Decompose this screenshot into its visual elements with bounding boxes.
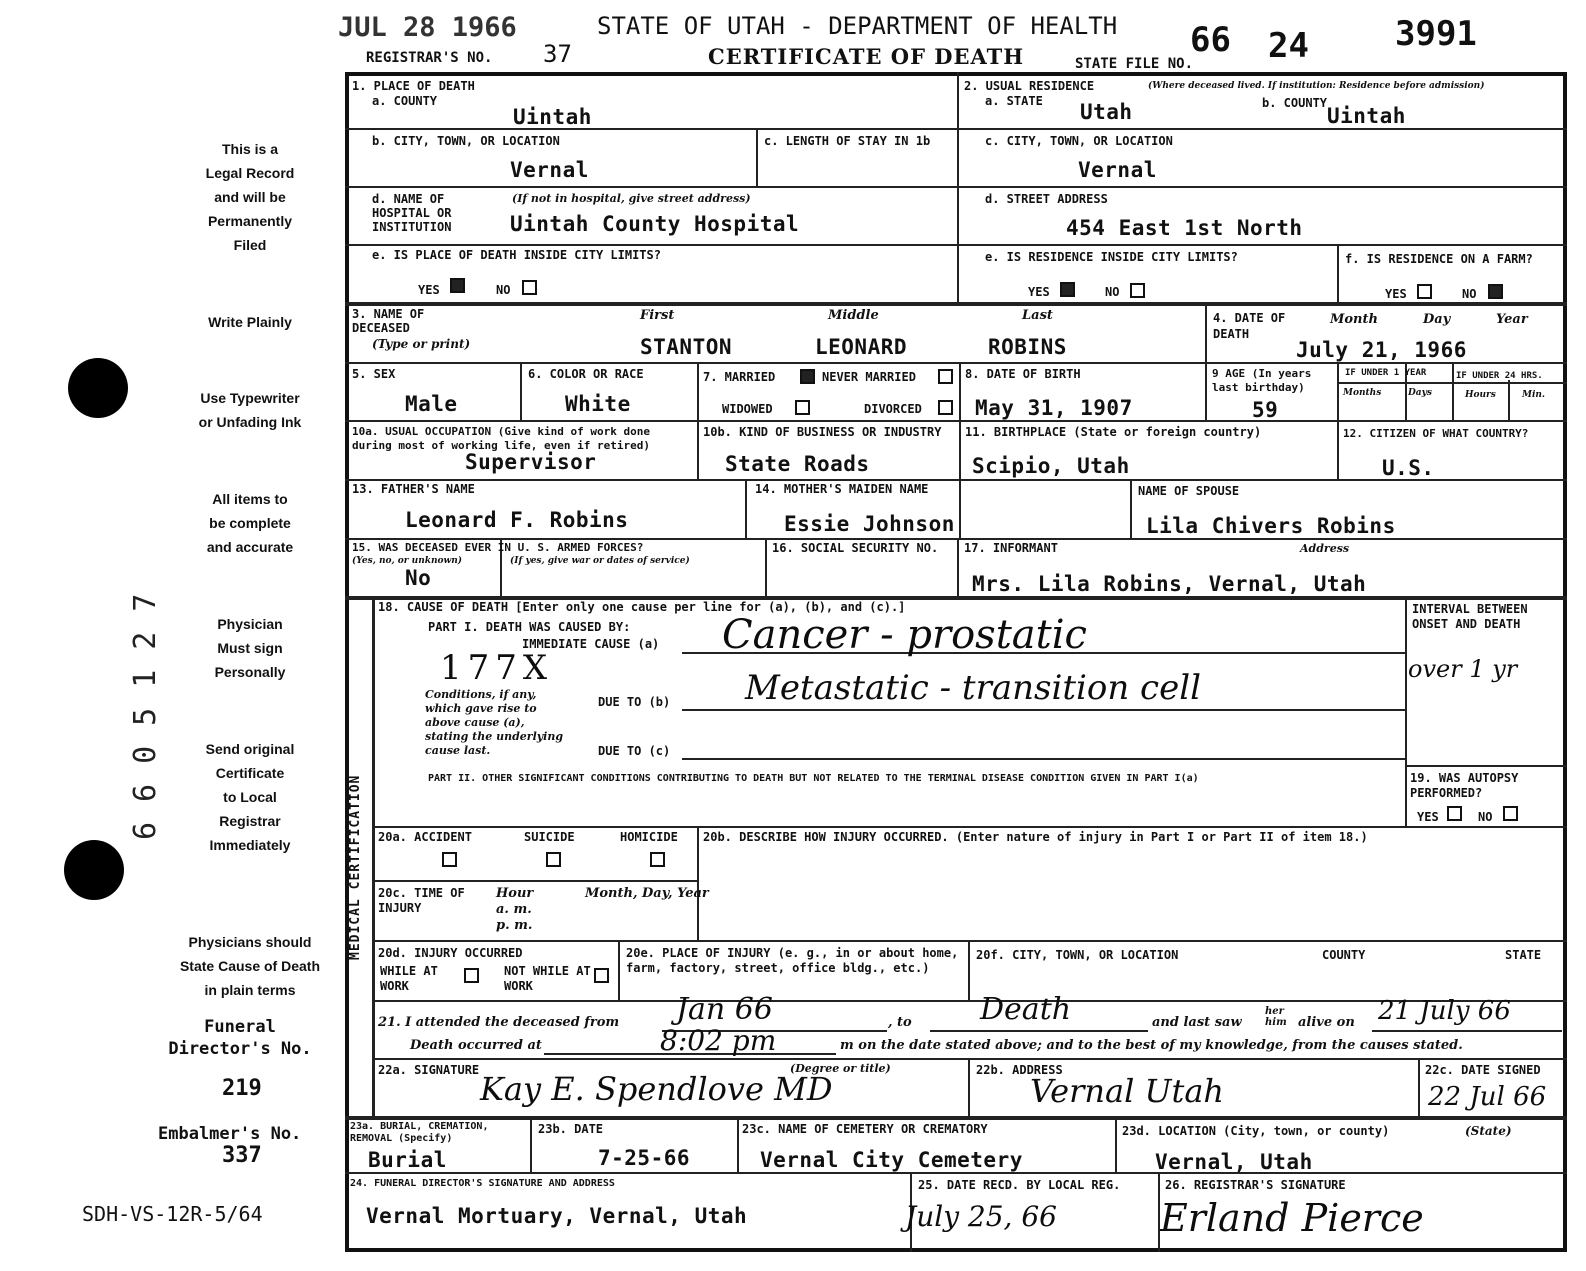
residence-inside-city-yes-label: YES — [1028, 285, 1050, 299]
accident-label: 20a. ACCIDENT — [378, 830, 472, 844]
armed-forces-label: 15. WAS DECEASED EVER IN U. S. ARMED FORCES? — [352, 541, 644, 554]
race-value: White — [565, 392, 631, 416]
pm-label: p. m. — [496, 918, 533, 933]
length-of-stay-label: c. LENGTH OF STAY IN 1b — [764, 134, 931, 148]
armed-forces-note: (Yes, no, or unknown) — [352, 556, 463, 566]
signature-label: 22a. SIGNATURE — [378, 1063, 480, 1077]
last-name-label: Last — [1022, 308, 1053, 323]
under-one-year-label: IF UNDER 1 YEAR — [1345, 368, 1427, 378]
father-name-value: Leonard F. Robins — [405, 508, 629, 532]
ssn-label: 16. SOCIAL SECURITY NO. — [772, 541, 939, 555]
cause-plain-terms-note: Physicians should State Cause of Death in plain terms — [179, 934, 321, 998]
not-while-at-work-label: NOT WHILE AT WORK — [504, 964, 591, 993]
attended-label: 21. I attended the deceased from — [378, 1015, 620, 1030]
age-value: 59 — [1252, 398, 1279, 422]
hour-label: Hour — [496, 886, 534, 901]
suicide-label: SUICIDE — [524, 830, 575, 844]
form-code: SDH-VS-12R-5/64 — [82, 1202, 263, 1226]
death-inside-city-no-checkbox[interactable] — [522, 280, 537, 295]
injury-description-label: 20b. DESCRIBE HOW INJURY OCCURRED. (Enter nature of injury in Part I or Part II of item 18.) — [703, 830, 1368, 844]
date-signed-label: 22c. DATE SIGNED — [1425, 1063, 1541, 1077]
residence-city-label: c. CITY, TOWN, OR LOCATION — [985, 134, 1173, 148]
spouse-name-value: Lila Chivers Robins — [1146, 514, 1396, 538]
occupation-label: 10a. USUAL OCCUPATION (Give kind of work done during most of working life, even if retired) — [352, 425, 651, 452]
usual-residence-note: (Where deceased lived. If institution: Residence before admission) — [1148, 81, 1485, 91]
injury-occurred-label: 20d. INJURY OCCURRED — [378, 946, 523, 960]
burial-date-value: 7-25-66 — [598, 1146, 691, 1170]
citizen-value: U.S. — [1382, 456, 1435, 480]
date-of-birth-label: 8. DATE OF BIRTH — [965, 367, 1081, 381]
widowed-checkbox[interactable] — [795, 400, 810, 415]
death-inside-city-yes-checkbox[interactable] — [450, 278, 465, 293]
divorced-label: DIVORCED — [864, 402, 922, 416]
embalmer-label: Embalmer's No. — [158, 1124, 302, 1144]
immediate-cause-label: IMMEDIATE CAUSE (a) — [522, 637, 660, 651]
residence-farm-no-checkbox[interactable] — [1488, 284, 1503, 299]
informant-label: 17. INFORMANT — [964, 541, 1058, 555]
spouse-name-label: NAME OF SPOUSE — [1138, 484, 1240, 498]
place-of-injury-label: 20e. PLACE OF INJURY (e. g., in or about home, farm, factory, street, office bldg., etc.) — [626, 946, 959, 975]
never-married-label: NEVER MARRIED — [822, 370, 916, 384]
father-name-label: 13. FATHER'S NAME — [352, 482, 475, 496]
cause-code-value: 177X — [440, 648, 554, 688]
date-stamp: JUL 28 1966 — [338, 12, 517, 43]
last-saw-label: and last saw — [1152, 1015, 1242, 1030]
place-of-death-label: 1. PLACE OF DEATH — [352, 79, 475, 93]
write-plainly-note: Write Plainly — [208, 314, 292, 330]
due-to-b-label: DUE TO (b) — [598, 695, 671, 709]
send-original-note: Send original Certificate to Local Registrar Immediately — [205, 741, 295, 853]
minutes-label: Min. — [1522, 390, 1546, 400]
widowed-label: WIDOWED — [722, 402, 773, 416]
complete-accurate-note: All items to be complete and accurate — [206, 491, 294, 555]
residence-inside-city-no-checkbox[interactable] — [1130, 283, 1145, 298]
injury-county-label: COUNTY — [1322, 948, 1366, 962]
punch-hole-top — [68, 358, 128, 418]
mother-name-value: Essie Johnson — [784, 512, 955, 536]
street-address-value: 454 East 1st North — [1066, 216, 1303, 240]
informant-address-label: Address — [1300, 542, 1350, 555]
autopsy-yes-label: YES — [1417, 810, 1439, 824]
date-of-death-label: 4. DATE OF DEATH — [1213, 311, 1286, 341]
first-name-value: STANTON — [640, 335, 733, 359]
hospital-value: Uintah County Hospital — [510, 212, 800, 236]
hospital-note: (If not in hospital, give street address) — [512, 192, 751, 205]
burial-value: Burial — [368, 1148, 447, 1172]
death-inside-city-yes-label: YES — [418, 283, 440, 297]
occupation-value: Supervisor — [465, 450, 597, 474]
certificate-title: CERTIFICATE OF DEATH — [708, 44, 1025, 69]
residence-city-value: Vernal — [1078, 158, 1157, 182]
burial-label: 23a. BURIAL, CREMATION, REMOVAL (Specify) — [350, 1121, 489, 1144]
funeral-director-label: Funeral Director's No. — [168, 1017, 312, 1059]
married-label: 7. MARRIED — [703, 370, 776, 384]
while-at-work-label: WHILE AT WORK — [380, 964, 438, 993]
file-number-region: 24 — [1268, 26, 1309, 66]
name-of-deceased-label: 3. NAME OF DECEASED — [352, 307, 425, 335]
date-signed-value: 22 Jul 66 — [1428, 1082, 1547, 1112]
cemetery-location-value: Vernal, Utah — [1155, 1150, 1313, 1174]
file-number-serial: 3991 — [1395, 14, 1477, 54]
residence-farm-label: f. IS RESIDENCE ON A FARM? — [1345, 252, 1533, 266]
under-24-hours-label: IF UNDER 24 HRS. — [1456, 371, 1543, 381]
immediate-cause-value: Cancer - prostatic — [722, 612, 1087, 658]
time-of-death-value: 8:02 pm — [660, 1024, 777, 1057]
last-name-value: ROBINS — [988, 335, 1067, 359]
interval-value: over 1 yr — [1408, 655, 1518, 683]
autopsy-label: 19. WAS AUTOPSY PERFORMED? — [1410, 771, 1519, 800]
homicide-checkbox[interactable] — [650, 852, 665, 867]
physician-address-label: 22b. ADDRESS — [976, 1063, 1063, 1077]
funeral-director-number: 219 — [222, 1076, 262, 1101]
conditions-note: Conditions, if any, which gave rise to above cause (a), stating the underlying cause last. — [425, 688, 564, 757]
state-label: a. STATE — [985, 94, 1043, 108]
suicide-checkbox[interactable] — [546, 852, 561, 867]
sex-label: 5. SEX — [352, 367, 396, 381]
death-occurred-label: Death occurred at — [410, 1038, 542, 1053]
autopsy-no-checkbox[interactable] — [1503, 806, 1518, 821]
injury-state-label: STATE — [1505, 948, 1542, 962]
residence-county-value: Uintah — [1327, 104, 1406, 128]
county-value: Uintah — [513, 105, 592, 129]
hospital-label: d. NAME OF HOSPITAL OR INSTITUTION — [372, 192, 452, 234]
am-label: a. m. — [496, 902, 532, 917]
to-label: , to — [888, 1015, 912, 1030]
physician-address-value: Vernal Utah — [1030, 1072, 1225, 1110]
cemetery-label: 23c. NAME OF CEMETERY OR CREMATORY — [742, 1122, 988, 1136]
married-checkbox[interactable] — [800, 369, 815, 384]
embalmer-number: 337 — [222, 1143, 262, 1168]
injury-city-label: 20f. CITY, TOWN, OR LOCATION — [976, 948, 1179, 962]
homicide-label: HOMICIDE — [620, 830, 678, 844]
residence-inside-city-label: e. IS RESIDENCE INSIDE CITY LIMITS? — [985, 250, 1238, 264]
alive-on-label: alive on — [1298, 1015, 1355, 1030]
city-label: b. CITY, TOWN, OR LOCATION — [372, 134, 560, 148]
death-year-label: Year — [1496, 312, 1528, 327]
days-label: Days — [1408, 388, 1432, 398]
type-or-print-label: (Type or print) — [372, 337, 471, 351]
residence-county-label: b. COUNTY — [1262, 96, 1328, 110]
middle-name-label: Middle — [828, 308, 879, 323]
registrar-number: 37 — [543, 40, 572, 68]
age-label: 9 AGE (In years last birthday) — [1212, 367, 1312, 394]
date-received-value: July 25, 66 — [905, 1200, 1057, 1233]
mother-name-label: 14. MOTHER'S MAIDEN NAME — [755, 482, 929, 496]
part-one-label: PART I. DEATH WAS CAUSED BY: — [428, 620, 631, 634]
birthplace-label: 11. BIRTHPLACE (State or foreign country) — [965, 425, 1262, 439]
divorced-checkbox[interactable] — [938, 400, 953, 415]
residence-farm-no-label: NO — [1462, 287, 1477, 301]
middle-name-value: LEONARD — [815, 335, 908, 359]
due-to-b-value: Metastatic - transition cell — [745, 668, 1201, 708]
residence-inside-city-no-label: NO — [1105, 285, 1120, 299]
registrar-signature-label: 26. REGISTRAR'S SIGNATURE — [1165, 1178, 1346, 1192]
cemetery-location-label: 23d. LOCATION (City, town, or county) — [1122, 1124, 1390, 1138]
autopsy-yes-checkbox[interactable] — [1447, 806, 1462, 821]
autopsy-no-label: NO — [1478, 810, 1493, 824]
months-label: Months — [1343, 388, 1382, 398]
attended-from-value: Jan 66 — [676, 992, 773, 1027]
business-value: State Roads — [725, 452, 870, 476]
due-to-c-label: DUE TO (c) — [598, 744, 671, 758]
never-married-checkbox[interactable] — [938, 369, 953, 384]
death-month-label: Month — [1330, 312, 1378, 327]
usual-residence-label: 2. USUAL RESIDENCE — [964, 79, 1095, 93]
state-file-label: STATE FILE NO. — [1075, 56, 1194, 72]
birthplace-value: Scipio, Utah — [972, 454, 1130, 478]
registrar-label: REGISTRAR'S NO. — [366, 50, 493, 66]
cemetery-value: Vernal City Cemetery — [760, 1148, 1023, 1172]
citizen-label: 12. CITIZEN OF WHAT COUNTRY? — [1343, 427, 1529, 440]
sex-value: Male — [405, 392, 458, 416]
physician-sign-note: Physician Must sign Personally — [214, 616, 286, 680]
date-of-birth-value: May 31, 1907 — [975, 396, 1133, 420]
date-of-death-value: July 21, 1966 — [1296, 338, 1467, 362]
street-address-label: d. STREET ADDRESS — [985, 192, 1108, 206]
knowledge-statement: m on the date stated above; and to the best of my knowledge, from the causes stated. — [840, 1038, 1463, 1053]
funeral-director-signature-label: 24. FUNERAL DIRECTOR'S SIGNATURE AND ADDRESS — [350, 1178, 615, 1189]
armed-forces-value: No — [405, 566, 432, 590]
attended-to-value: Death — [980, 992, 1072, 1027]
physician-signature-value: Kay E. Spendlove MD — [480, 1070, 833, 1108]
vertical-serial-number: 6605127 — [128, 573, 163, 840]
informant-value: Mrs. Lila Robins, Vernal, Utah — [972, 572, 1367, 596]
not-while-at-work-checkbox[interactable] — [594, 968, 609, 983]
city-value: Vernal — [510, 158, 589, 182]
file-number-year: 66 — [1190, 20, 1231, 60]
month-day-year-label: Month, Day, Year — [585, 886, 709, 901]
death-inside-city-no-label: NO — [496, 283, 511, 297]
funeral-home-value: Vernal Mortuary, Vernal, Utah — [366, 1204, 748, 1228]
race-label: 6. COLOR OR RACE — [528, 367, 644, 381]
death-inside-city-label: e. IS PLACE OF DEATH INSIDE CITY LIMITS? — [372, 248, 661, 262]
form-title: STATE OF UTAH - DEPARTMENT OF HEALTH — [597, 12, 1118, 40]
residence-farm-yes-checkbox[interactable] — [1417, 284, 1432, 299]
residence-state-value: Utah — [1080, 100, 1133, 124]
accident-checkbox[interactable] — [442, 852, 457, 867]
last-seen-value: 21 July 66 — [1378, 996, 1511, 1026]
residence-farm-yes-label: YES — [1385, 287, 1407, 301]
time-of-injury-label: 20c. TIME OF INJURY — [378, 886, 465, 915]
death-day-label: Day — [1423, 312, 1451, 327]
interval-label: INTERVAL BETWEEN ONSET AND DEATH — [1412, 602, 1528, 631]
cemetery-state-label: (State) — [1465, 1124, 1512, 1138]
part-two-label: PART II. OTHER SIGNIFICANT CONDITIONS CONTRIBUTING TO DEATH BUT NOT RELATED TO THE TERMINAL DISEASE CONDITION GIVEN IN PART I(a) — [428, 773, 1199, 784]
residence-inside-city-yes-checkbox[interactable] — [1060, 282, 1075, 297]
punch-hole-bottom — [64, 840, 124, 900]
hours-label: Hours — [1465, 390, 1496, 400]
legal-record-note: This is a Legal Record and will be Permanently Filed — [205, 141, 295, 253]
county-label: a. COUNTY — [372, 94, 438, 108]
registrar-signature-value: Erland Pierce — [1160, 1196, 1424, 1240]
business-label: 10b. KIND OF BUSINESS OR INDUSTRY — [703, 425, 942, 439]
cause-of-death-label: 18. CAUSE OF DEATH [Enter only one cause per line for (a), (b), and (c).] — [378, 600, 906, 614]
medical-certification-label: MEDICAL CERTIFICATION — [348, 774, 363, 960]
him-label: her him — [1265, 1006, 1287, 1028]
burial-date-label: 23b. DATE — [538, 1122, 604, 1136]
war-service-note: (If yes, give war or dates of service) — [510, 556, 690, 566]
date-received-label: 25. DATE RECD. BY LOCAL REG. — [918, 1178, 1121, 1192]
while-at-work-checkbox[interactable] — [464, 968, 479, 983]
degree-label: (Degree or title) — [790, 1062, 891, 1075]
typewriter-note: Use Typewriter or Unfading Ink — [198, 390, 302, 430]
first-name-label: First — [640, 308, 675, 323]
